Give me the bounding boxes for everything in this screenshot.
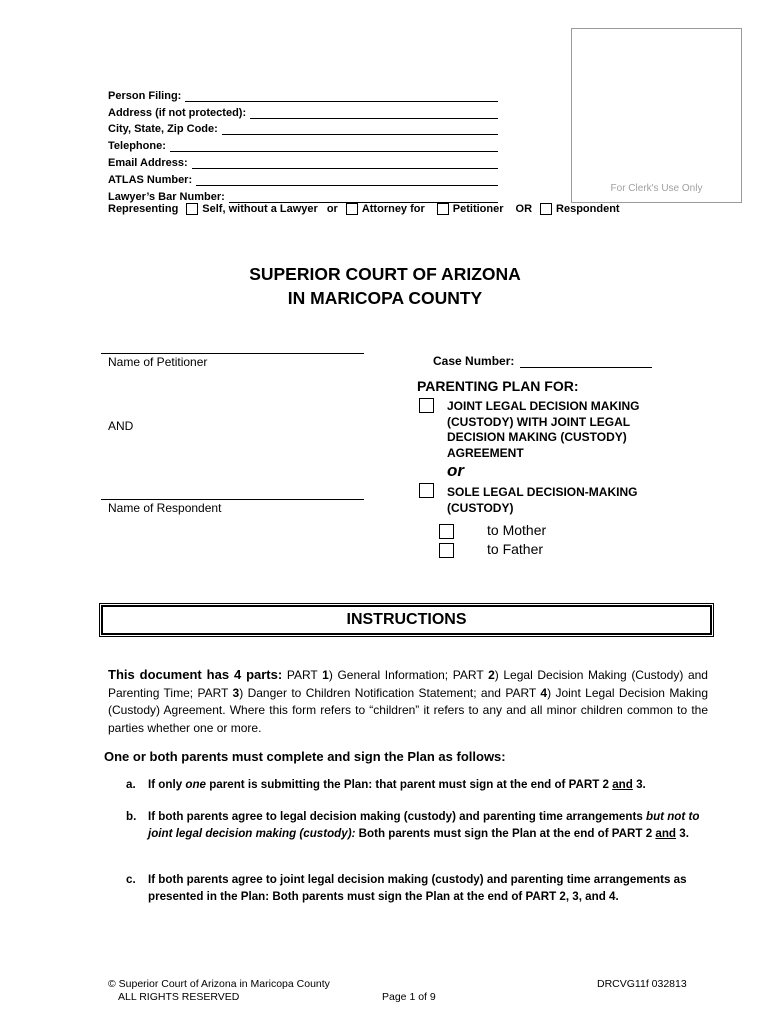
and-label: AND	[108, 419, 134, 433]
attorney-checkbox[interactable]	[346, 203, 358, 215]
petitioner-line[interactable]	[101, 353, 364, 354]
respondent-checkbox[interactable]	[540, 203, 552, 215]
footer-left	[108, 978, 330, 1004]
footer-form-id: DRCVG11f 032813	[597, 978, 687, 990]
instruction-item-b: b. If both parents agree to legal decision making (custody) and parenting time arrangements but not to joint legal decision making (custody): Both parents must sign the Plan at the end of PART 2 and 3.	[126, 810, 700, 840]
field-address[interactable]: Address (if not protected):	[108, 102, 498, 119]
or-separator: or	[447, 461, 464, 480]
self-label: Self, without a Lawyer	[202, 203, 318, 215]
respondent-label-text: Name of Respondent	[108, 501, 222, 515]
court-title-line1: SUPERIOR COURT OF ARIZONA	[249, 264, 521, 284]
joint-custody-label: JOINT LEGAL DECISION MAKING (CUSTODY) WITH JOINT LEGAL DECISION MAKING (CUSTODY) AGREEMENT	[447, 399, 640, 460]
representing-row	[108, 203, 620, 215]
attorney-label: Attorney for	[361, 203, 425, 215]
instructions-title: INSTRUCTIONS	[101, 605, 712, 635]
case-number-field[interactable]	[433, 354, 652, 368]
respondent-label: Respondent	[556, 203, 620, 215]
field-telephone[interactable]: Telephone:	[108, 135, 498, 152]
to-father-checkbox[interactable]	[439, 543, 454, 558]
court-title-line2: IN MARICOPA COUNTY	[287, 288, 483, 308]
respondent-line[interactable]	[101, 499, 364, 500]
must-complete-heading: One or both parents must complete and sign the Plan as follows:	[104, 749, 506, 764]
intro-paragraph: This document has 4 parts: PART 1) General Information; PART 2) Legal Decision Making (Custody) and Parenting Time; PART 3) Danger to Children Notification Statement; and PART 4) Joint Legal Decision Making (Custody) Agreement. Where this form refers to “children” it refers to any and all minor children common to the parties whether one or more.	[108, 667, 708, 735]
footer-rights: ALL RIGHTS RESERVED	[118, 991, 240, 1003]
sole-custody-checkbox[interactable]	[419, 483, 434, 498]
joint-custody-checkbox[interactable]	[419, 398, 434, 413]
to-mother-checkbox[interactable]	[439, 524, 454, 539]
or2-label: OR	[515, 203, 533, 215]
field-atlas-number[interactable]: ATLAS Number:	[108, 169, 498, 186]
footer-copyright: © Superior Court of Arizona in Maricopa County	[108, 978, 330, 990]
to-mother-label: to Mother	[487, 522, 547, 538]
clerk-use-label: For Clerk's Use Only	[610, 183, 703, 194]
field-email[interactable]: Email Address:	[108, 152, 498, 169]
field-person-filing[interactable]: Person Filing:	[108, 85, 498, 102]
sole-custody-label: SOLE LEGAL DECISION-MAKING (CUSTODY)	[447, 485, 638, 515]
case-number-label: Case Number:	[433, 354, 515, 368]
instruction-item-a: a. If only one parent is submitting the Plan: that parent must sign at the end of PART 2 and 3.	[126, 778, 646, 791]
field-bar-number[interactable]: Lawyer’s Bar Number:	[108, 186, 498, 203]
footer-page-number: Page 1 of 9	[382, 991, 436, 1003]
clerk-use-box	[571, 28, 742, 203]
petitioner-label: Petitioner	[452, 203, 504, 215]
representing-label: Representing	[108, 203, 179, 215]
petitioner-label-text: Name of Petitioner	[108, 355, 208, 369]
to-father-label: to Father	[487, 541, 544, 557]
filer-info-block	[108, 85, 498, 203]
field-city-state-zip[interactable]: City, State, Zip Code:	[108, 119, 498, 136]
petitioner-checkbox[interactable]	[437, 203, 449, 215]
instruction-item-c: c. If both parents agree to joint legal decision making (custody) and parenting time arrangements as presented in the Plan: Both parents must sign the Plan at the end of PART 2, 3, and 4.	[126, 873, 687, 903]
or-label: or	[326, 203, 338, 215]
self-checkbox[interactable]	[186, 203, 198, 215]
court-title	[0, 262, 770, 310]
parenting-plan-heading: PARENTING PLAN FOR:	[417, 378, 579, 394]
